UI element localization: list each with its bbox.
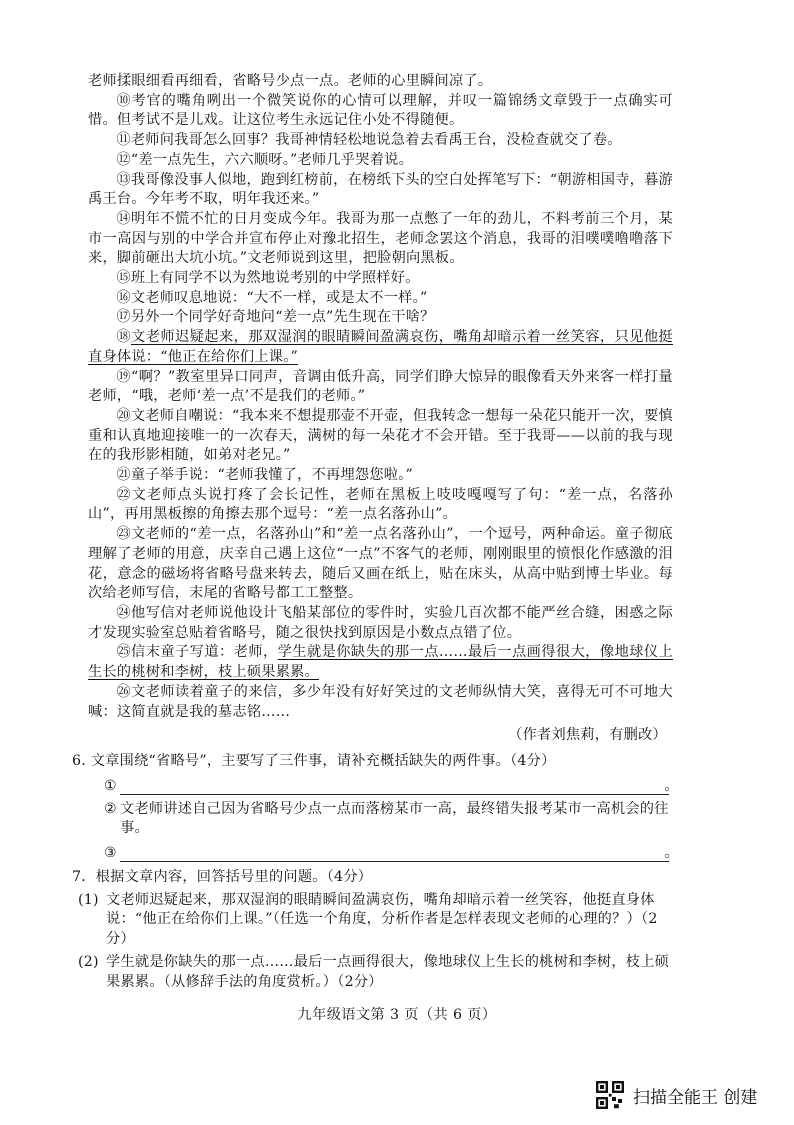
passage-paragraph [88, 486, 673, 525]
exam-page [72, 72, 679, 992]
answer-3-blank[interactable]: ③ 。 [104, 845, 679, 862]
passage-text: ⑬我哥像没事人似地，跑到红榜前，在榜纸下头的空白处挥笔写下：“朝游相国寺，暮游禹王台。今年考不取，明年我还来。” [88, 171, 673, 208]
passage-text: ⑭明年不慌不忙的日月变成今年。我哥为那一点憋了一年的劲儿，不料考前三个月，某市一高因与别的中学合并宣布停止对豫北招生，老师念罢这个消息，我哥的泪噗噗噜噜落下来，脚前砸出大坑小坑。”文老师说到这里，把脸朝向黑板。 [88, 210, 673, 267]
passage-paragraph [88, 72, 673, 92]
passage-paragraph [88, 171, 673, 210]
answer-1-blank[interactable]: ① 。 [104, 777, 679, 794]
passage-paragraph [88, 683, 673, 722]
answer-line[interactable] [120, 844, 669, 862]
passage-text: ㉒文老师点头说打疼了会长记性，老师在黑板上吱吱嘎嘎写了句：“差一点，名落孙山”，再用黑板擦的角擦去那个逗号：“差一点名落孙山”。 [88, 486, 673, 523]
passage-paragraph [88, 407, 673, 466]
passage-paragraph [88, 368, 673, 407]
passage-text: ㉔他写信对老师说他设计飞船某部位的零件时，实验几百次都不能严丝合缝，困惑之际才发现实验室总贴着省略号，随之很快找到原因是小数点点错了位。 [88, 604, 673, 641]
passage-text: ㉓文老师的“差一点，名落孙山”和“差一点名落孙山”，一个逗号，两种命运。童子彻底理解了老师的用意，庆幸自己遇上这位“一点”不客气的老师，刚刚眼里的愤恨化作感激的泪花，意念的磁场将省略号盘来转去，随后又画在纸上，贴在床头，从高中贴到博士毕业。每次给老师写信，末尾的省略号都工工整整。 [88, 526, 673, 602]
passage-paragraph [88, 308, 673, 328]
passage-paragraph [88, 210, 673, 269]
answer-line[interactable] [120, 777, 669, 795]
passage-text: ⑪老师问我哥怎么回事？我哥神情轻松地说急着去看禹王台，没检查就交了卷。 [116, 132, 622, 149]
underlined-sentence: 学生就是你缺失的那一点……最后一点画得很大，像地球仪上生长的桃树和李树，枝上硕果累累。 [88, 644, 673, 681]
answer-2-text: ② 文老师讲述自己因为省略号少点一点而落榜某市一高，最终错失报考某市一高机会的往事。 [104, 800, 669, 837]
passage-text: ⑩考官的嘴角咧出一个微笑说你的心情可以理解，并叹一篇锦绣文章毁于一点确实可惜。但考试不是儿戏。让这位考生永远记住小处不得随便。 [88, 92, 673, 129]
passage-text: ⑳文老师自嘲说：“我本来不想提那壶不开壶，但我转念一想每一朵花只能开一次，要慎重和认真地迎接唯一的一次春天，满树的每一朵花才不会开错。至于我哥——以前的我与现在的我形影相随，如弟对老兄。” [88, 407, 673, 464]
passage-text: ⑮班上有同学不以为然地说考别的中学照样好。 [116, 270, 420, 287]
question-7-title: 7．根据文章内容，回答括号里的问题。（4分） [72, 869, 373, 886]
question-7-item-2: (2) 学生就是你缺失的那一点……最后一点画得很大，像地球仪上生长的桃树和李树，枝上硕果累累。（从修辞手法的角度赏析。）（2分） [78, 953, 670, 990]
passage-text: ⑲“啊？”教室里异口同声，音调由低升高，同学们睁大惊异的眼像看天外来客一样打量老师，“哦，老师‘差一点’不是我们的老师。” [88, 368, 673, 405]
passage-paragraph [88, 643, 673, 682]
author-byline: （作者刘焦莉，有删改） [508, 727, 667, 744]
passage-paragraph [88, 269, 673, 289]
question-7 [72, 868, 673, 992]
passage-paragraph [88, 151, 673, 171]
passage-text: ㉑童子举手说：“老师我懂了，不再埋怨您啦。” [116, 467, 414, 484]
passage-text: ⑯文老师叹息地说：“大不一样，或是太不一样。” [116, 289, 428, 306]
scanner-watermark [596, 1078, 757, 1112]
underlined-sentence: 文老师迟疑起来，那双湿润的眼睛瞬间盈满哀伤，嘴角却暗示着一丝笑容，只见他挺直身体说：“他正在给你们上课。” [88, 329, 673, 365]
passage-paragraph [88, 466, 673, 486]
watermark-text: 扫描全能王 创建 [633, 1087, 758, 1108]
qr-code-icon [596, 1081, 624, 1109]
passage-paragraph [88, 289, 673, 309]
passage-paragraph [88, 604, 673, 643]
passage-text: ⑱ [116, 329, 132, 346]
question-6-title: 6. 文章围绕“省略号”，主要写了三件事，请补充概括缺失的两件事。（4分） [72, 752, 556, 769]
passage-text: ⑫“差一点先生，六六顺呀。”老师几乎哭着说。 [116, 151, 414, 168]
passage-paragraph [88, 92, 673, 131]
passage-text: ㉖文老师读着童子的来信，多少年没有好好笑过的文老师纵情大笑，喜得无可不可地大喊：这简直就是我的墓志铭…… [88, 683, 673, 720]
reading-passage [88, 72, 673, 722]
passage-paragraph [88, 328, 673, 367]
question-7-item-1: (1) 文老师迟疑起来，那双湿润的眼睛瞬间盈满哀伤，嘴角却暗示着一丝笑容，他挺直身体说：“他正在给你们上课。”（任选一个角度，分析作者是怎样表现文老师的心理的？）（2分） [78, 891, 658, 948]
question-6 [72, 752, 679, 862]
page-footer: 九年级语文第 3 页（共 6 页） [297, 1007, 497, 1023]
passage-text: ⑰另外一个同学好奇地问“差一点”先生现在干啥？ [116, 309, 435, 326]
passage-paragraph [88, 131, 673, 151]
passage-text: 老师揉眼细看再细看，省略号少点一点。老师的心里瞬间凉了。 [88, 73, 493, 89]
passage-text: ㉕信末童子写道：老师， [116, 644, 278, 661]
passage-paragraph [88, 525, 673, 604]
